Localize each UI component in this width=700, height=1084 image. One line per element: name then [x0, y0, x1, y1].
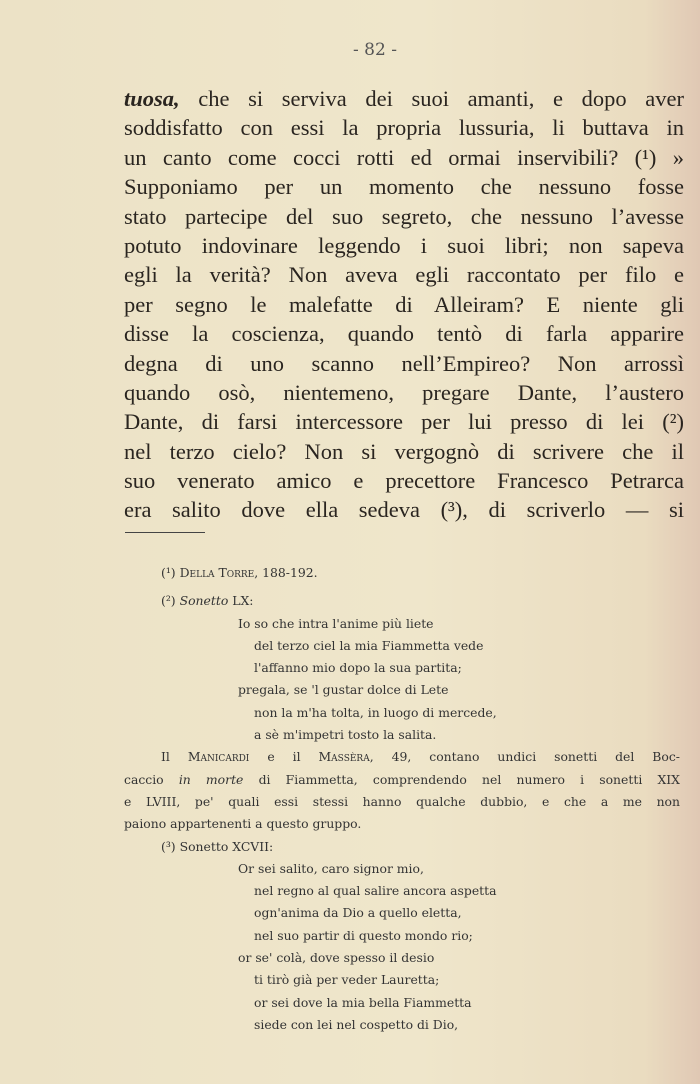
text-line: quando osò, nientemeno, pregare Dante, l’austero	[124, 379, 684, 405]
text-line: un canto come cocci rotti ed ormai inservibili? (¹) »	[124, 144, 684, 170]
verse: or se' colà, dove spesso il desio	[238, 950, 435, 966]
verse: del terzo ciel la mia Fiammetta vede	[254, 637, 484, 653]
verse: nel suo partir di questo mondo rio;	[254, 927, 473, 943]
verse: ti tirò già per veder Lauretta;	[254, 972, 440, 988]
footnote-paragraph-line: caccio in morte di Fiammetta, comprendendo nel numero i sonetti XIX	[124, 771, 680, 787]
verse: or sei dove la mia bella Fiammetta	[254, 994, 472, 1010]
text-line: potuto indovinare leggendo i suoi libri; non sapeva	[124, 232, 684, 258]
text-line: Supponiamo per un momento che nessuno fosse	[124, 174, 684, 200]
footnote-2: (²) Sonetto LX:	[161, 593, 254, 609]
verse: siede con lei nel cospetto di Dio,	[254, 1016, 459, 1032]
text-line: soddisfatto con essi la propria lussuria, li buttava in	[124, 115, 684, 141]
verse: ogn'anima da Dio a quello eletta,	[254, 905, 462, 921]
footnote-paragraph-line: paiono appartenenti a questo gruppo.	[124, 816, 362, 832]
text-line: suo venerato amico e precettore Francesco Petrarca	[124, 468, 684, 494]
text-line: nel terzo cielo? Non si vergognò di scrivere che il	[124, 438, 684, 464]
footnote-3: (³) Sonetto XCVII:	[161, 838, 274, 854]
footnote-paragraph-line: Il Manicardi e il Massèra, 49, contano undici sonetti del Boc-	[161, 749, 680, 765]
verse: pregala, se 'l gustar dolce di Lete	[238, 682, 449, 698]
verse: a sè m'impetri tosto la salita.	[254, 727, 437, 743]
verse: Io so che intra l'anime più liete	[238, 615, 434, 631]
verse: Or sei salito, caro signor mio,	[238, 860, 424, 876]
text-line: egli la verità? Non aveva egli raccontato per filo e	[124, 262, 684, 288]
footnote-1: (¹) Della Torre, 188-192.	[161, 565, 318, 580]
footnotes	[124, 562, 680, 1036]
text-line: tuosa, che si serviva dei suoi amanti, e dopo aver	[124, 86, 684, 111]
verse: nel regno al qual salire ancora aspetta	[254, 883, 497, 899]
text-line: disse la coscienza, quando tentò di farla apparire	[124, 321, 684, 347]
main-text	[124, 84, 684, 525]
text-line: era salito dove ella sedeva (³), di scriverlo — si	[124, 497, 684, 523]
page-number: - 82 -	[353, 40, 397, 60]
verse: l'affanno mio dopo la sua partita;	[254, 660, 462, 676]
footnote-divider	[125, 532, 205, 533]
text-line: stato partecipe del suo segreto, che nessuno l’avesse	[124, 203, 684, 229]
text-line: Dante, di farsi intercessore per lui presso di lei (²)	[124, 409, 684, 435]
verse: non la m'ha tolta, in luogo di mercede,	[254, 704, 497, 720]
footnote-paragraph-line: e LVIII, pe' quali essi stessi hanno qualche dubbio, e che a me non	[124, 793, 680, 809]
text-line: per segno le malefatte di Alleiram? E niente gli	[124, 291, 684, 317]
text-line: degna di uno scanno nell’Empireo? Non arrossì	[124, 350, 684, 376]
